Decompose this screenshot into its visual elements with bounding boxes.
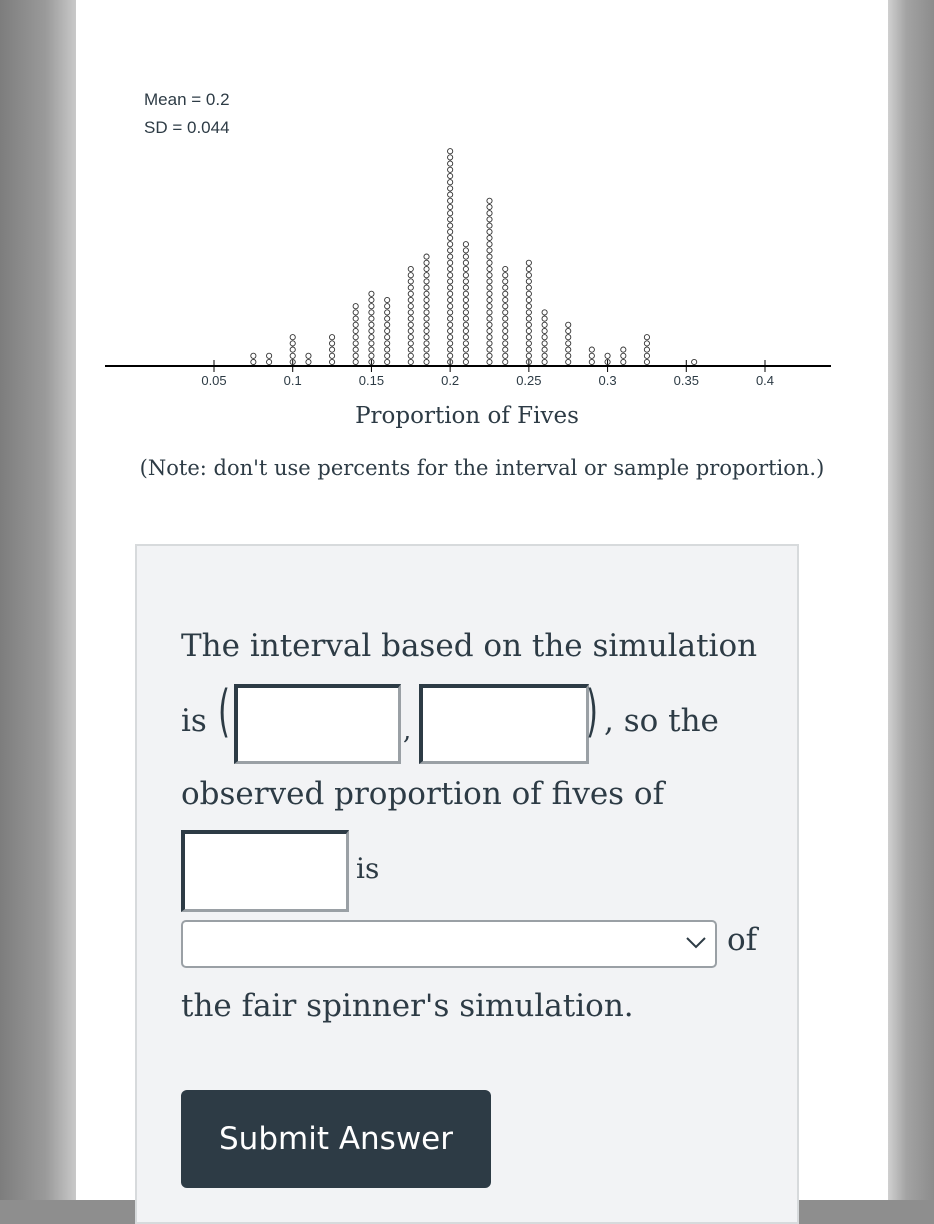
comparison-dropdown[interactable]	[181, 920, 717, 968]
dot-column	[487, 198, 492, 364]
dot-point	[487, 260, 492, 265]
dot-point	[448, 229, 453, 234]
question-line-3: observed proportion of fives of	[181, 776, 665, 812]
dot-point	[448, 304, 453, 309]
dot-point	[589, 347, 594, 352]
dot-point	[408, 335, 413, 340]
dot-point	[463, 316, 468, 321]
dot-point	[353, 316, 358, 321]
dot-column	[369, 291, 374, 364]
dot-point	[526, 322, 531, 327]
dot-point	[385, 328, 390, 333]
dot-point	[369, 347, 374, 352]
dot-column	[329, 335, 334, 365]
dot-point	[353, 347, 358, 352]
dot-point	[424, 297, 429, 302]
dot-point	[369, 316, 374, 321]
dot-point	[566, 335, 571, 340]
dot-point	[487, 285, 492, 290]
dot-point	[487, 204, 492, 209]
dot-point	[542, 353, 547, 358]
chevron-down-icon	[685, 936, 707, 950]
dot-point	[526, 335, 531, 340]
dot-point	[487, 211, 492, 216]
dot-point	[566, 341, 571, 346]
dot-point	[448, 310, 453, 315]
x-tick-label: 0.05	[201, 373, 227, 388]
dot-point	[385, 359, 390, 364]
dot-point	[369, 353, 374, 358]
dot-point	[329, 341, 334, 346]
interval-comma: ,	[403, 716, 412, 746]
dot-point	[487, 316, 492, 321]
dot-point	[290, 353, 295, 358]
dot-point	[487, 291, 492, 296]
dot-point	[448, 335, 453, 340]
dot-point	[448, 347, 453, 352]
dot-point	[503, 341, 508, 346]
dot-point	[487, 297, 492, 302]
dot-point	[424, 341, 429, 346]
dot-point	[487, 359, 492, 364]
dot-point	[463, 304, 468, 309]
dot-column	[542, 310, 547, 365]
dot-point	[526, 316, 531, 321]
dot-point	[503, 310, 508, 315]
dot-point	[424, 260, 429, 265]
dot-point	[448, 211, 453, 216]
dot-point	[408, 359, 413, 364]
dot-point	[385, 353, 390, 358]
dot-point	[566, 347, 571, 352]
dot-point	[463, 322, 468, 327]
dot-point	[424, 254, 429, 259]
background-right	[888, 0, 934, 1200]
dot-point	[353, 341, 358, 346]
dot-point	[369, 310, 374, 315]
dot-point	[692, 359, 697, 364]
dot-point	[463, 359, 468, 364]
dot-point	[503, 279, 508, 284]
dot-point	[424, 279, 429, 284]
dot-point	[424, 359, 429, 364]
dot-point	[408, 341, 413, 346]
dot-point	[408, 347, 413, 352]
dot-point	[385, 347, 390, 352]
dot-point	[329, 353, 334, 358]
dot-point	[463, 242, 468, 247]
dot-point	[487, 304, 492, 309]
dot-point	[526, 260, 531, 265]
dot-point	[424, 291, 429, 296]
dot-point	[542, 328, 547, 333]
dot-point	[448, 161, 453, 166]
dot-point	[448, 266, 453, 271]
dot-point	[369, 291, 374, 296]
dot-point	[448, 235, 453, 240]
is-label: is	[181, 703, 207, 739]
dot-point	[353, 353, 358, 358]
dot-point	[644, 341, 649, 346]
dot-point	[487, 310, 492, 315]
dot-point	[621, 353, 626, 358]
x-tick-label: 0.25	[516, 373, 542, 388]
dot-point	[424, 335, 429, 340]
dot-point	[448, 353, 453, 358]
dot-column	[589, 347, 594, 365]
dot-point	[385, 316, 390, 321]
dot-point	[566, 328, 571, 333]
dot-point	[463, 347, 468, 352]
dot-point	[408, 310, 413, 315]
dot-column	[526, 260, 531, 364]
dot-point	[424, 347, 429, 352]
dotplot-chart	[76, 0, 888, 440]
dot-point	[463, 279, 468, 284]
dot-column	[566, 322, 571, 364]
dot-point	[251, 359, 256, 364]
dot-point	[306, 359, 311, 364]
dot-point	[385, 310, 390, 315]
submit-answer-button[interactable]: Submit Answer	[181, 1090, 491, 1188]
dot-point	[448, 204, 453, 209]
dot-point	[448, 285, 453, 290]
background-left	[0, 0, 76, 1200]
dot-point	[589, 359, 594, 364]
dot-point	[526, 310, 531, 315]
dot-point	[448, 248, 453, 253]
dot-point	[369, 304, 374, 309]
dot-point	[503, 353, 508, 358]
dot-point	[369, 322, 374, 327]
dot-point	[542, 322, 547, 327]
dot-point	[542, 335, 547, 340]
dot-point	[503, 347, 508, 352]
dot-point	[329, 359, 334, 364]
dot-point	[385, 322, 390, 327]
dot-point	[448, 254, 453, 259]
dot-point	[448, 297, 453, 302]
dot-point	[526, 353, 531, 358]
dot-point	[463, 353, 468, 358]
dot-point	[526, 347, 531, 352]
observed-proportion-input[interactable]	[181, 830, 349, 912]
dot-column	[267, 353, 272, 364]
dot-point	[408, 322, 413, 327]
dot-point	[353, 322, 358, 327]
dot-point	[487, 235, 492, 240]
dot-point	[424, 266, 429, 271]
mean-label: Mean = 0.2	[144, 90, 230, 109]
dot-point	[369, 328, 374, 333]
dot-point	[369, 297, 374, 302]
dot-point	[487, 341, 492, 346]
dot-point	[463, 285, 468, 290]
dot-point	[644, 347, 649, 352]
dot-point	[463, 273, 468, 278]
dot-point	[448, 217, 453, 222]
dot-point	[353, 335, 358, 340]
dot-point	[448, 192, 453, 197]
dot-point	[463, 248, 468, 253]
dot-point	[353, 304, 358, 309]
interval-lower-input[interactable]	[234, 684, 401, 764]
dot-point	[424, 285, 429, 290]
dot-point	[408, 285, 413, 290]
question-last-line: the fair spinner's simulation.	[181, 988, 634, 1024]
dot-point	[424, 322, 429, 327]
instruction-note: (Note: don't use percents for the interval or sample proportion.)	[139, 456, 825, 480]
dot-point	[503, 273, 508, 278]
dot-point	[487, 353, 492, 358]
dot-column	[621, 347, 626, 365]
dot-column	[692, 359, 697, 364]
dot-point	[487, 223, 492, 228]
dot-column	[503, 266, 508, 364]
dot-point	[526, 266, 531, 271]
dot-point	[448, 167, 453, 172]
dot-point	[408, 279, 413, 284]
dot-point	[448, 173, 453, 178]
dot-point	[526, 291, 531, 296]
interval-upper-input[interactable]	[419, 684, 589, 764]
is-label-2: is	[356, 852, 380, 885]
dot-point	[385, 304, 390, 309]
dot-point	[448, 328, 453, 333]
dot-point	[526, 279, 531, 284]
dot-point	[385, 297, 390, 302]
dot-point	[448, 149, 453, 154]
sd-label: SD = 0.044	[144, 118, 230, 137]
dot-point	[463, 335, 468, 340]
dot-point	[463, 310, 468, 315]
dot-point	[463, 291, 468, 296]
dot-point	[503, 285, 508, 290]
x-tick-label: 0.1	[283, 373, 302, 388]
dot-point	[448, 260, 453, 265]
dot-point	[503, 266, 508, 271]
dot-point	[463, 341, 468, 346]
dot-point	[566, 353, 571, 358]
dot-point	[463, 260, 468, 265]
dot-point	[526, 273, 531, 278]
dot-point	[463, 266, 468, 271]
dot-point	[503, 304, 508, 309]
dot-point	[542, 359, 547, 364]
dot-point	[424, 328, 429, 333]
dot-point	[487, 335, 492, 340]
dot-point	[503, 335, 508, 340]
dot-point	[329, 335, 334, 340]
open-paren: (	[218, 679, 231, 744]
dot-point	[448, 341, 453, 346]
dot-point	[448, 279, 453, 284]
dot-column	[353, 304, 358, 365]
question-line-1: The interval based on the simulation	[181, 628, 758, 664]
dot-point	[408, 304, 413, 309]
dot-point	[424, 304, 429, 309]
dot-point	[644, 359, 649, 364]
dot-point	[503, 316, 508, 321]
dot-point	[605, 353, 610, 358]
dot-point	[353, 310, 358, 315]
dot-point	[503, 322, 508, 327]
dot-point	[526, 341, 531, 346]
dot-point	[424, 310, 429, 315]
dot-point	[408, 273, 413, 278]
dot-point	[408, 328, 413, 333]
dot-point	[424, 316, 429, 321]
dot-point	[306, 353, 311, 358]
so-the-label: , so the	[604, 703, 719, 739]
dot-point	[526, 285, 531, 290]
close-paren: )	[586, 679, 599, 744]
dot-point	[526, 328, 531, 333]
dot-point	[487, 242, 492, 247]
dot-point	[487, 217, 492, 222]
dot-point	[408, 266, 413, 271]
dot-point	[448, 273, 453, 278]
x-tick-label: 0.4	[755, 373, 775, 388]
question-page	[76, 0, 888, 1200]
dot-column	[385, 297, 390, 364]
dot-point	[408, 316, 413, 321]
dot-point	[542, 310, 547, 315]
dot-point	[290, 335, 295, 340]
dot-point	[503, 359, 508, 364]
dot-point	[487, 347, 492, 352]
of-label: of	[727, 922, 758, 958]
dot-column	[408, 266, 413, 364]
dot-point	[503, 291, 508, 296]
x-tick-label: 0.3	[598, 373, 617, 388]
dot-point	[487, 229, 492, 234]
dot-column	[424, 254, 429, 365]
x-tick-label: 0.35	[673, 373, 699, 388]
dot-point	[448, 155, 453, 160]
dot-point	[542, 341, 547, 346]
dot-point	[424, 273, 429, 278]
x-tick-label: 0.15	[358, 373, 385, 388]
dot-point	[542, 347, 547, 352]
dot-point	[448, 186, 453, 191]
dot-point	[487, 322, 492, 327]
dot-point	[463, 328, 468, 333]
dot-point	[621, 359, 626, 364]
dot-point	[290, 341, 295, 346]
dot-point	[566, 359, 571, 364]
dot-point	[503, 328, 508, 333]
dot-point	[463, 254, 468, 259]
dot-point	[566, 322, 571, 327]
dot-point	[487, 198, 492, 203]
dot-point	[526, 297, 531, 302]
dot-point	[408, 353, 413, 358]
dot-point	[487, 266, 492, 271]
dot-point	[251, 353, 256, 358]
dot-point	[448, 223, 453, 228]
dot-columns	[251, 149, 697, 365]
dot-point	[385, 341, 390, 346]
dot-point	[463, 297, 468, 302]
dot-point	[448, 242, 453, 247]
dot-point	[369, 335, 374, 340]
dot-point	[503, 297, 508, 302]
dot-point	[448, 316, 453, 321]
dot-point	[526, 304, 531, 309]
dot-column	[306, 353, 311, 364]
dot-point	[329, 347, 334, 352]
dot-column	[463, 242, 468, 365]
dot-point	[448, 198, 453, 203]
dot-column	[644, 335, 649, 365]
dot-point	[448, 180, 453, 185]
x-axis-label: Proportion of Fives	[355, 403, 579, 429]
dot-point	[589, 353, 594, 358]
dot-point	[353, 359, 358, 364]
dot-point	[408, 291, 413, 296]
dot-point	[487, 248, 492, 253]
dot-point	[621, 347, 626, 352]
dot-point	[644, 353, 649, 358]
dot-point	[448, 322, 453, 327]
dot-point	[542, 316, 547, 321]
dot-point	[487, 279, 492, 284]
dot-point	[267, 353, 272, 358]
dot-column	[448, 149, 453, 365]
dot-point	[290, 347, 295, 352]
dot-point	[487, 254, 492, 259]
dot-point	[424, 353, 429, 358]
dot-point	[369, 341, 374, 346]
dot-point	[487, 328, 492, 333]
dot-column	[251, 353, 256, 364]
dot-point	[353, 328, 358, 333]
dot-point	[487, 273, 492, 278]
dot-point	[385, 335, 390, 340]
dot-point	[644, 335, 649, 340]
dot-point	[448, 291, 453, 296]
dot-point	[408, 297, 413, 302]
x-tick-label: 0.2	[441, 373, 460, 388]
dot-point	[267, 359, 272, 364]
